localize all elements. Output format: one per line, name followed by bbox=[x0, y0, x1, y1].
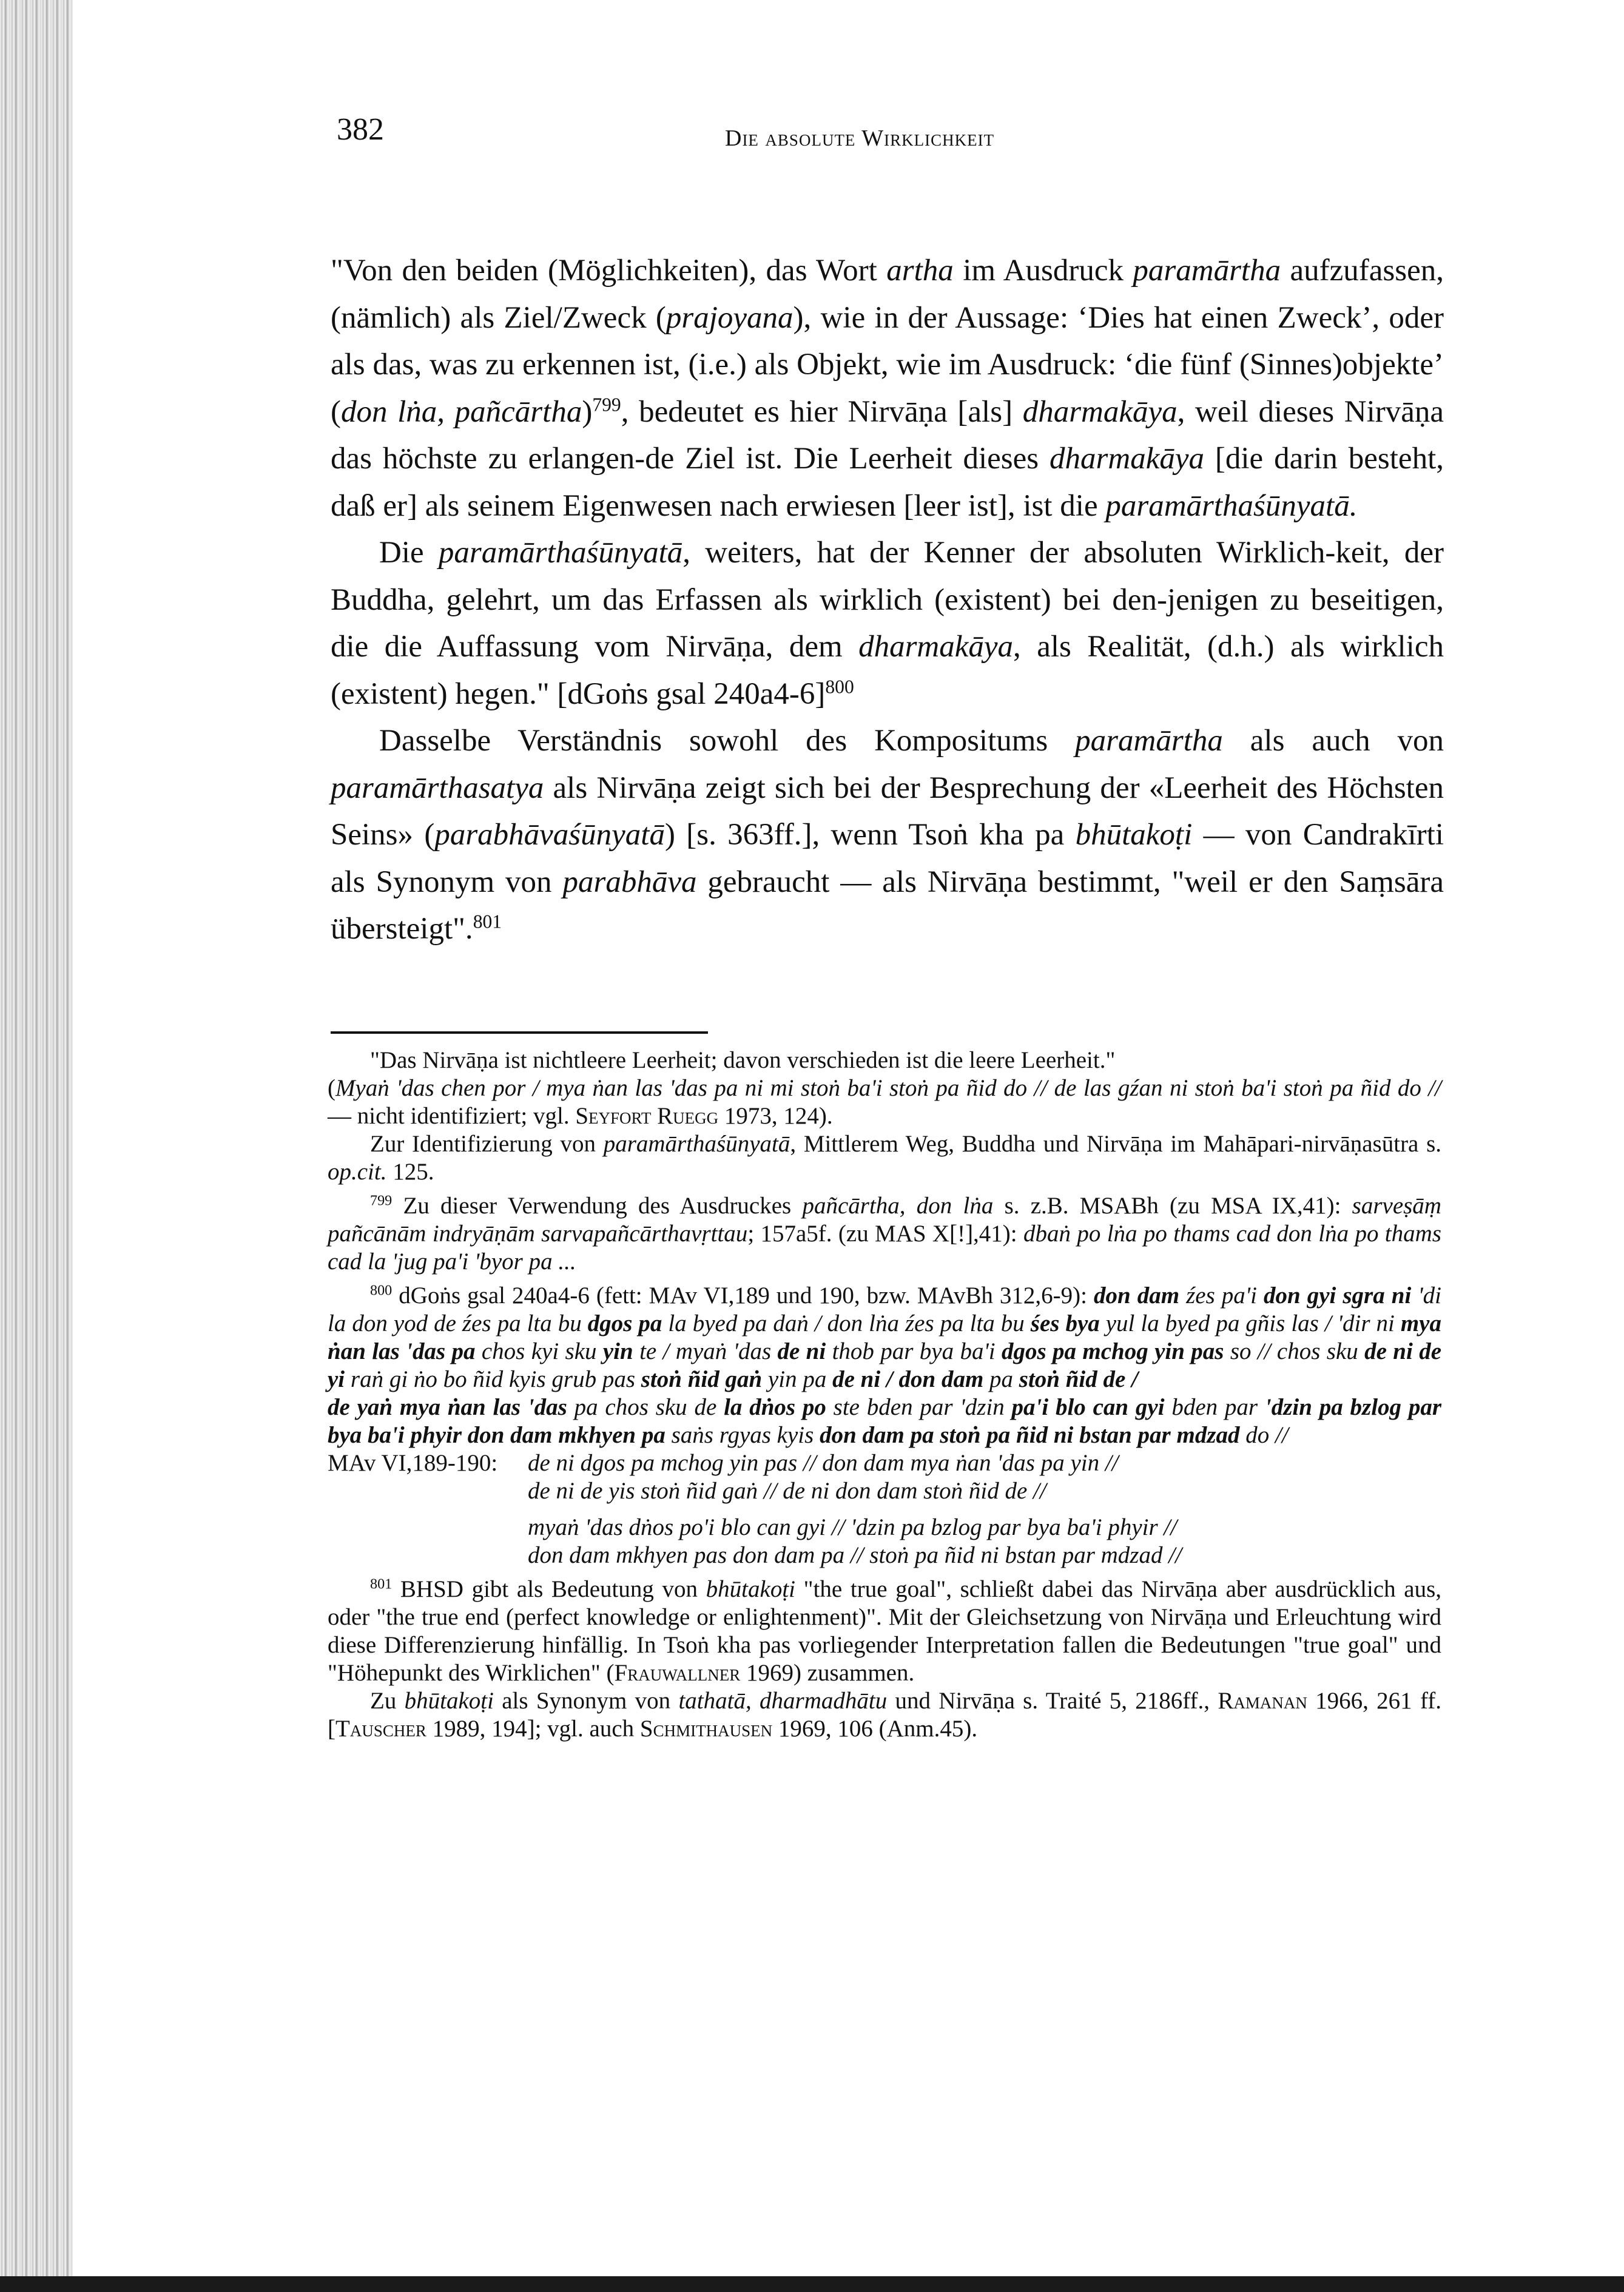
paragraph-2: Die paramārthaśūnyatā, weiters, hat der Kenner der absoluten Wirklich-keit, der Buddha, gelehrt, um das Erfassen als wirklich (existent) bei den-jenigen zu beseitigen, die die Auffassung vom Nirvāṇa, dem dharmakāya, als Realität, (d.h.) als wirklich (existent) hegen." [dGoṅs gsal 240a4-6]$^{800}$ bbox=[331, 536, 1444, 711]
footnote-ref-801: 801 bbox=[473, 911, 502, 932]
verse-citation bbox=[328, 1449, 1441, 1569]
footnotes bbox=[328, 1047, 1441, 1749]
footnote-800: $^{800}$ dGoṅs gsal 240a4-6 (fett: MAv VI,189 und 190, bzw. MAvBh 312,6-9): don dam źes pa'i don gyi sgra ni 'di la don yod de źes pa lta bu dgos pa la byed pa daṅ / don lṅa źes pa lta bu śes bya yul la byed pa gñis las / 'dir ni mya ṅan las 'das pa chos kyi sku yin te / myaṅ 'das de ni thob par bya ba'i dgos pa mchog yin pas so // chos sku de ni de yi raṅ gi ṅo bo ñid kyis grub pas stoṅ ñid gaṅ yin pa de ni / don dam pa stoṅ ñid de / bbox=[328, 1282, 1442, 1392]
running-title: Die absolute Wirklichkeit bbox=[725, 126, 995, 151]
footnote-quote: "Das Nirvāṇa ist nichtleere Leerheit; davon verschieden ist die leere Leerheit." bbox=[370, 1047, 1116, 1073]
footnote-801: $^{801}$ BHSD gibt als Bedeutung von bhūtakoṭi "the true goal", schließt dabei das Nirvāṇa aber ausdrücklich aus, oder "the true end (perfect knowledge or enlightenment)". Mit der Gleichsetzung von Nirvāṇa und Erleuchtung wird diese Differenzierung hinfällig. In Tsoṅ kha pas vorliegender Interpretation fallen die Bedeutungen "true goal" und "Höhepunkt des Wirklichen" (Frauwallner 1969) zusammen. bbox=[328, 1576, 1441, 1686]
footnote-800-continued: de yaṅ mya ṅan las 'das pa chos sku de la dṅos po ste bden par 'dzin pa'i blo can gyi bden par 'dzin pa bzlog par bya ba'i phyir don dam mkhyen pa saṅs rgyas kyis don dam pa stoṅ pa ñid ni bstan par mdzad do // bbox=[328, 1394, 1442, 1448]
footnote-tibetan-source: (Myaṅ 'das chen por / mya ṅan las 'das pa ni mi stoṅ ba'i stoṅ pa ñid do // de las gźan ni stoṅ ba'i stoṅ pa ñid do // — nicht identifiziert; vgl. Seyfort Ruegg 1973, 124). bbox=[328, 1075, 1441, 1129]
verse-label: MAv VI,189-190: bbox=[328, 1450, 498, 1476]
verse-lines: de ni dgos pa mchog yin pas // don dam mya ṅan 'das pa yin // de ni de yis stoṅ ñid gaṅ // de ni don dam stoṅ ñid de // myaṅ 'das dṅos po'i blo can gyi // 'dzin pa bzlog par bya ba'i phyir // don dam mkhyen pas don dam pa // stoṅ pa ñid ni bstan par mdzad // bbox=[528, 1450, 1182, 1568]
page-number: 382 bbox=[337, 112, 384, 147]
footnote-801-continued: Zu bhūtakoṭi als Synonym von tathatā, dharmadhātu und Nirvāṇa s. Traité 5, 2186ff., Ramanan 1966, 261 ff. [Tauscher 1989, 194]; vgl. auch Schmithausen 1969, 106 (Anm.45). bbox=[328, 1688, 1441, 1742]
footnote-799: $^{799}$ Zu dieser Verwendung des Ausdruckes pañcārtha, don lṅa s. z.B. MSABh (zu MSA IX,41): sarveṣāṃ pañcānām indryāṇām sarvapañcārthavṛttau; 157a5f. (zu MAS X[!],41): dbaṅ po lṅa po thams cad don lṅa po thams cad la 'jug pa'i 'byor pa ... bbox=[328, 1192, 1441, 1275]
main-text bbox=[331, 248, 1444, 953]
book-binding-edge bbox=[0, 0, 73, 2292]
footnote-ref-800: 800 bbox=[825, 676, 854, 698]
footnote-rule bbox=[331, 1031, 708, 1034]
paragraph-3: Dasselbe Verständnis sowohl des Kompositums paramārtha als auch von paramārthasatya als Nirvāṇa zeigt sich bei der Besprechung der «Leerheit des Höchsten Seins» (parabhāvaśūnyatā) [s. 363ff.], wenn Tsoṅ kha pa bhūtakoṭi — von Candrakīrti als Synonym von parabhāva gebraucht — als Nirvāṇa bestimmt, "weil er den Saṃsāra übersteigt".$^{801}$ bbox=[331, 724, 1444, 946]
scan-bottom-edge bbox=[0, 2276, 1624, 2292]
paragraph-1: "Von den beiden (Möglichkeiten), das Wort artha im Ausdruck paramārtha aufzufassen, (nämlich) als Ziel/Zweck (prajoyana), wie in der Aussage: ‘Dies hat einen Zweck’, oder als das, was zu erkennen ist, (i.e.) als Objekt, wie im Ausdruck: ‘die fünf (Sinnes)objekte’ (don lṅa, pañcārtha)$^{799}$, bedeutet es hier Nirvāṇa [als] dharmakāya, weil dieses Nirvāṇa das höchste zu erlangen-de Ziel ist. Die Leerheit dieses dharmakāya [die darin besteht, daß er] als seinem Eigenwesen nach erwiesen [leer ist], ist die paramārthaśūnyatā. bbox=[331, 254, 1444, 523]
footnote-identification: Zur Identifizierung von paramārthaśūnyatā, Mittlerem Weg, Buddha und Nirvāṇa im Mahāpari-nirvāṇasūtra s. op.cit. 125. bbox=[328, 1131, 1442, 1185]
footnote-ref-799: 799 bbox=[592, 394, 621, 416]
